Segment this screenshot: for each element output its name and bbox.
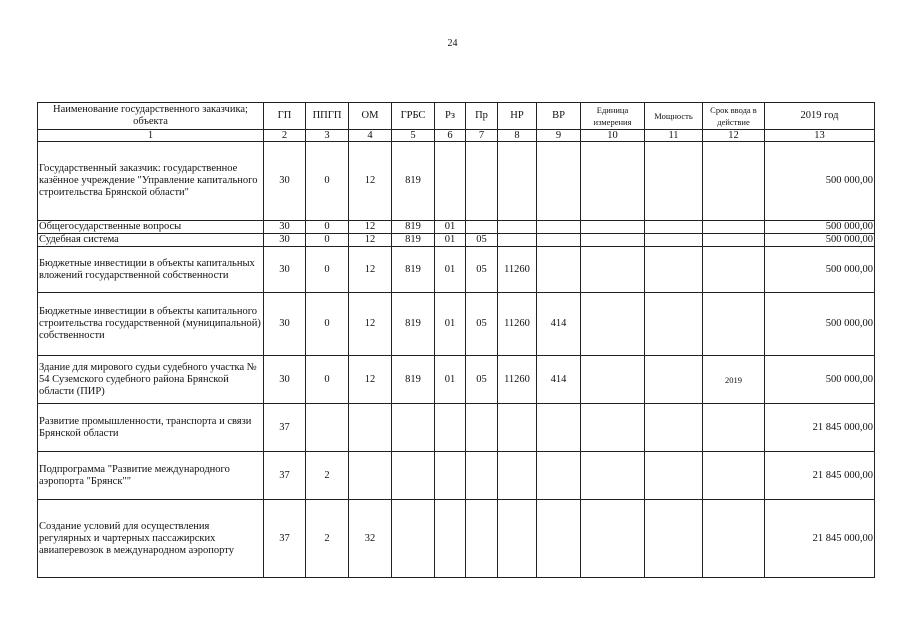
cell-unit	[581, 500, 645, 578]
cell-ppgp: 0	[306, 234, 349, 247]
cell-vr: 414	[537, 293, 581, 356]
cell-om: 32	[349, 500, 392, 578]
cell-grbs: 819	[392, 234, 435, 247]
cell-amount: 500 000,00	[765, 142, 875, 221]
cell-gp: 30	[264, 142, 306, 221]
header-grbs: ГРБС	[392, 103, 435, 130]
cell-nr	[498, 234, 537, 247]
cell-rz: 01	[435, 293, 466, 356]
cell-grbs	[392, 452, 435, 500]
cell-unit	[581, 234, 645, 247]
cell-pr: 05	[466, 293, 498, 356]
cell-amount: 21 845 000,00	[765, 452, 875, 500]
table-row	[38, 247, 875, 293]
cell-vr	[537, 234, 581, 247]
cell-amount: 21 845 000,00	[765, 500, 875, 578]
cell-term	[703, 293, 765, 356]
cell-om: 12	[349, 142, 392, 221]
cell-term	[703, 234, 765, 247]
cell-ppgp: 2	[306, 452, 349, 500]
cell-amount: 500 000,00	[765, 293, 875, 356]
row-name: Бюджетные инвестиции в объекты капитальных вложений государственной собственности	[38, 247, 264, 293]
row-name: Государственный заказчик: государственное казённое учреждение "Управление капитального строительства Брянской области"	[38, 142, 264, 221]
column-number: 7	[466, 130, 498, 142]
header-term: Срок ввода в действие	[703, 103, 765, 130]
cell-rz	[435, 142, 466, 221]
header-om: ОМ	[349, 103, 392, 130]
cell-term	[703, 247, 765, 293]
cell-pr: 05	[466, 247, 498, 293]
row-name: Здание для мирового судьи судебного участка № 54 Суземского судебного района Брянской области (ПИР)	[38, 356, 264, 404]
header-ppgp: ППГП	[306, 103, 349, 130]
cell-pr	[466, 452, 498, 500]
cell-capacity	[645, 404, 703, 452]
column-number: 9	[537, 130, 581, 142]
row-name: Общегосударственные вопросы	[38, 221, 264, 234]
cell-vr	[537, 404, 581, 452]
row-name: Развитие промышленности, транспорта и связи Брянской области	[38, 404, 264, 452]
cell-vr	[537, 500, 581, 578]
cell-vr	[537, 247, 581, 293]
cell-pr	[466, 142, 498, 221]
cell-ppgp: 0	[306, 356, 349, 404]
cell-unit	[581, 221, 645, 234]
column-number: 3	[306, 130, 349, 142]
cell-rz	[435, 404, 466, 452]
cell-nr	[498, 500, 537, 578]
cell-ppgp: 0	[306, 247, 349, 293]
header-vr: ВР	[537, 103, 581, 130]
cell-capacity	[645, 500, 703, 578]
row-name: Подпрограмма "Развитие международного аэропорта "Брянск""	[38, 452, 264, 500]
cell-grbs	[392, 404, 435, 452]
cell-om	[349, 404, 392, 452]
cell-capacity	[645, 234, 703, 247]
column-number: 13	[765, 130, 875, 142]
cell-rz	[435, 500, 466, 578]
header-name: Наименование государственного заказчика; объекта	[38, 103, 264, 130]
cell-ppgp: 0	[306, 293, 349, 356]
cell-grbs: 819	[392, 356, 435, 404]
column-number: 11	[645, 130, 703, 142]
column-number: 4	[349, 130, 392, 142]
cell-om: 12	[349, 221, 392, 234]
budget-table	[37, 102, 875, 578]
cell-term	[703, 500, 765, 578]
row-name: Создание условий для осуществления регулярных и чартерных пассажирских авиаперевозок в международном аэропорту	[38, 500, 264, 578]
cell-gp: 37	[264, 452, 306, 500]
cell-gp: 30	[264, 247, 306, 293]
cell-gp: 30	[264, 221, 306, 234]
cell-unit	[581, 404, 645, 452]
cell-vr: 414	[537, 356, 581, 404]
cell-ppgp: 0	[306, 142, 349, 221]
cell-rz: 01	[435, 356, 466, 404]
cell-grbs	[392, 500, 435, 578]
header-pr: Пр	[466, 103, 498, 130]
cell-amount: 500 000,00	[765, 221, 875, 234]
cell-grbs: 819	[392, 293, 435, 356]
cell-unit	[581, 356, 645, 404]
cell-gp: 37	[264, 404, 306, 452]
header-nr: НР	[498, 103, 537, 130]
cell-grbs: 819	[392, 221, 435, 234]
cell-unit	[581, 247, 645, 293]
cell-capacity	[645, 142, 703, 221]
cell-gp: 30	[264, 356, 306, 404]
cell-nr: 11260	[498, 247, 537, 293]
cell-pr	[466, 221, 498, 234]
cell-pr	[466, 404, 498, 452]
cell-capacity	[645, 452, 703, 500]
cell-om: 12	[349, 234, 392, 247]
row-name: Судебная система	[38, 234, 264, 247]
cell-unit	[581, 142, 645, 221]
cell-capacity	[645, 293, 703, 356]
cell-grbs: 819	[392, 247, 435, 293]
header-rz: Рз	[435, 103, 466, 130]
cell-om: 12	[349, 293, 392, 356]
cell-capacity	[645, 356, 703, 404]
table-row	[38, 500, 875, 578]
cell-term	[703, 142, 765, 221]
cell-nr: 11260	[498, 293, 537, 356]
column-number: 2	[264, 130, 306, 142]
cell-amount: 500 000,00	[765, 247, 875, 293]
page-number: 24	[447, 38, 458, 49]
cell-vr	[537, 142, 581, 221]
cell-term	[703, 221, 765, 234]
table-row	[38, 452, 875, 500]
table-row	[38, 142, 875, 221]
cell-amount: 500 000,00	[765, 356, 875, 404]
column-number: 12	[703, 130, 765, 142]
cell-rz: 01	[435, 221, 466, 234]
cell-gp: 30	[264, 293, 306, 356]
cell-ppgp	[306, 404, 349, 452]
cell-vr	[537, 221, 581, 234]
header-year: 2019 год	[765, 103, 875, 130]
cell-amount: 500 000,00	[765, 234, 875, 247]
cell-om: 12	[349, 247, 392, 293]
cell-term	[703, 404, 765, 452]
cell-om: 12	[349, 356, 392, 404]
cell-unit	[581, 293, 645, 356]
cell-nr	[498, 452, 537, 500]
header-unit: Единица измерения	[581, 103, 645, 130]
cell-rz: 01	[435, 234, 466, 247]
cell-nr	[498, 142, 537, 221]
header-row	[38, 103, 875, 130]
cell-ppgp: 0	[306, 221, 349, 234]
cell-amount: 21 845 000,00	[765, 404, 875, 452]
cell-pr: 05	[466, 356, 498, 404]
cell-ppgp: 2	[306, 500, 349, 578]
cell-grbs: 819	[392, 142, 435, 221]
cell-nr	[498, 404, 537, 452]
cell-pr: 05	[466, 234, 498, 247]
cell-capacity	[645, 247, 703, 293]
cell-rz: 01	[435, 247, 466, 293]
cell-term	[703, 452, 765, 500]
cell-nr	[498, 221, 537, 234]
table-row	[38, 356, 875, 404]
cell-vr	[537, 452, 581, 500]
cell-gp: 37	[264, 500, 306, 578]
column-number: 5	[392, 130, 435, 142]
header-gp: ГП	[264, 103, 306, 130]
column-number: 10	[581, 130, 645, 142]
column-number: 1	[38, 130, 264, 142]
row-name: Бюджетные инвестиции в объекты капитального строительства государственной (муниципальной) собственности	[38, 293, 264, 356]
cell-term: 2019	[703, 356, 765, 404]
column-number: 6	[435, 130, 466, 142]
cell-om	[349, 452, 392, 500]
table-row	[38, 221, 875, 234]
table-row	[38, 404, 875, 452]
table-row	[38, 234, 875, 247]
header-capacity: Мощность	[645, 103, 703, 130]
cell-rz	[435, 452, 466, 500]
cell-pr	[466, 500, 498, 578]
cell-gp: 30	[264, 234, 306, 247]
table-row	[38, 293, 875, 356]
cell-unit	[581, 452, 645, 500]
column-number-row	[38, 130, 875, 142]
cell-capacity	[645, 221, 703, 234]
column-number: 8	[498, 130, 537, 142]
cell-nr: 11260	[498, 356, 537, 404]
